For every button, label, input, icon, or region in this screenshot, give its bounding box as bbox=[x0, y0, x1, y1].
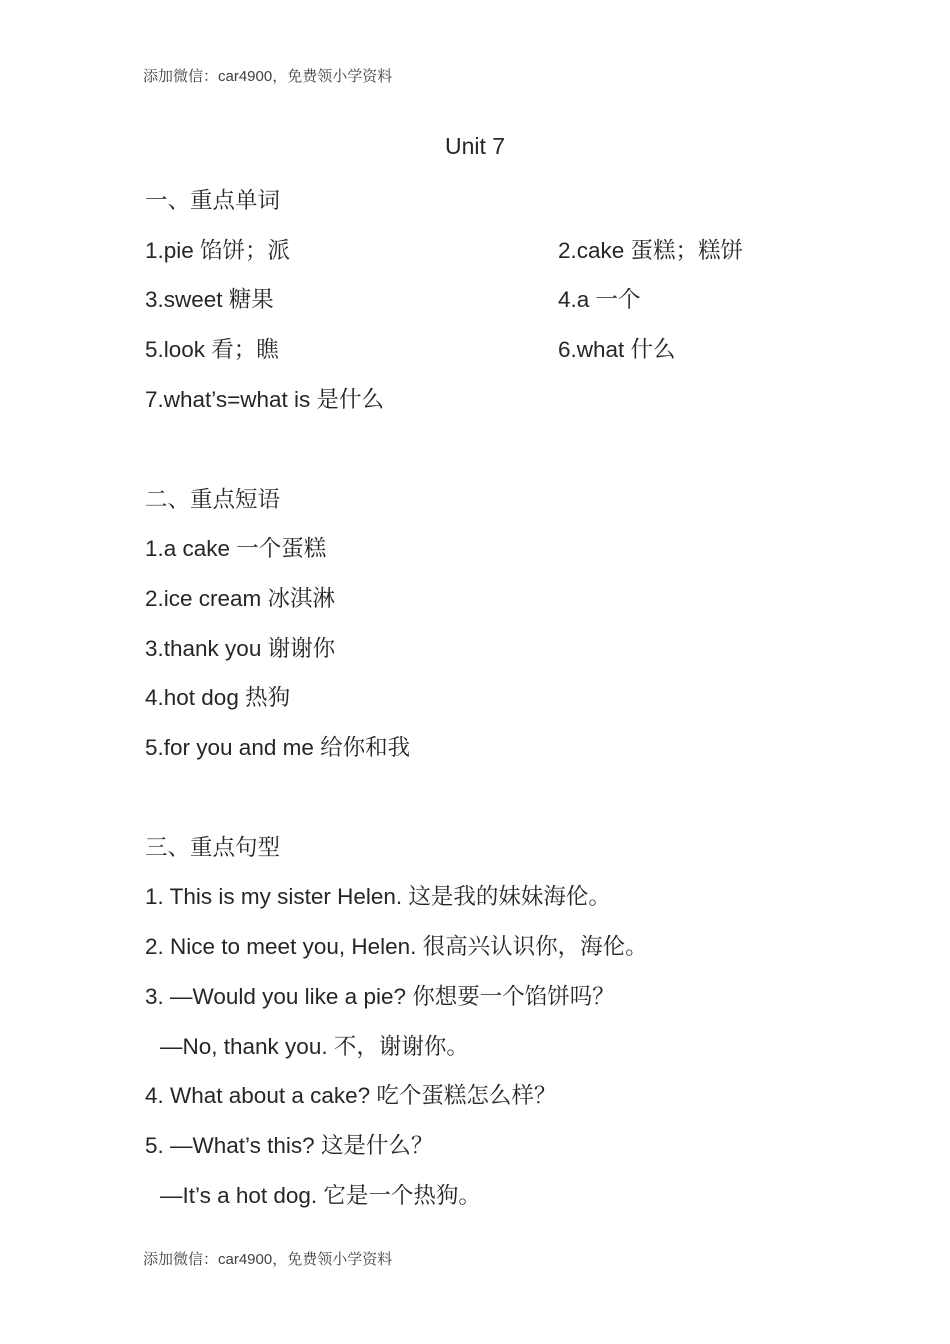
section-heading-key-phrases: 二、重点短语 bbox=[145, 486, 281, 512]
sentence-item: 5. —What’s this? 这是什么？ bbox=[145, 1132, 434, 1158]
page-title: Unit 7 bbox=[444, 133, 506, 159]
sentence-item: 4. What about a cake? 吃个蛋糕怎么样？ bbox=[145, 1083, 557, 1109]
word-item: 2.cake 蛋糕；糕饼 bbox=[558, 237, 744, 263]
section-heading-key-sentences: 三、重点句型 bbox=[145, 834, 281, 860]
word-row bbox=[145, 226, 855, 276]
phrase-item: 5.for you and me 给你和我 bbox=[145, 735, 411, 761]
sentence-item-reply: —No, thank you. 不，谢谢你。 bbox=[160, 1033, 469, 1059]
word-item: 4.a 一个 bbox=[558, 287, 641, 313]
word-item: 1.pie 馅饼；派 bbox=[145, 237, 291, 263]
word-row bbox=[145, 275, 855, 325]
sentence-item: 3. —Would you like a pie? 你想要一个馅饼吗？ bbox=[145, 983, 615, 1009]
sentence-item: 1. This is my sister Helen. 这是我的妹妹海伦。 bbox=[145, 884, 611, 910]
sentence-item-reply: —It’s a hot dog. 它是一个热狗。 bbox=[160, 1182, 481, 1208]
word-item: 3.sweet 糖果 bbox=[145, 287, 274, 313]
section-heading-key-words: 一、重点单词 bbox=[145, 188, 281, 213]
word-row bbox=[145, 325, 855, 375]
word-item: 7.what’s=what is 是什么 bbox=[145, 386, 385, 412]
document-content bbox=[145, 176, 855, 1220]
sentence-item: 2. Nice to meet you, Helen. 很高兴认识你，海伦。 bbox=[145, 934, 648, 960]
phrase-item: 1.a cake 一个蛋糕 bbox=[145, 536, 327, 562]
watermark-top: 添加微信：car4900，免费领小学资料 bbox=[143, 68, 393, 85]
phrase-item: 4.hot dog 热狗 bbox=[145, 685, 291, 711]
word-item: 5.look 看；瞧 bbox=[145, 337, 279, 363]
phrase-item: 3.thank you 谢谢你 bbox=[145, 635, 336, 661]
watermark-bottom: 添加微信：car4900，免费领小学资料 bbox=[143, 1251, 393, 1268]
word-row bbox=[145, 375, 855, 425]
word-item: 6.what 什么 bbox=[558, 337, 676, 363]
phrase-item: 2.ice cream 冰淇淋 bbox=[145, 585, 336, 611]
